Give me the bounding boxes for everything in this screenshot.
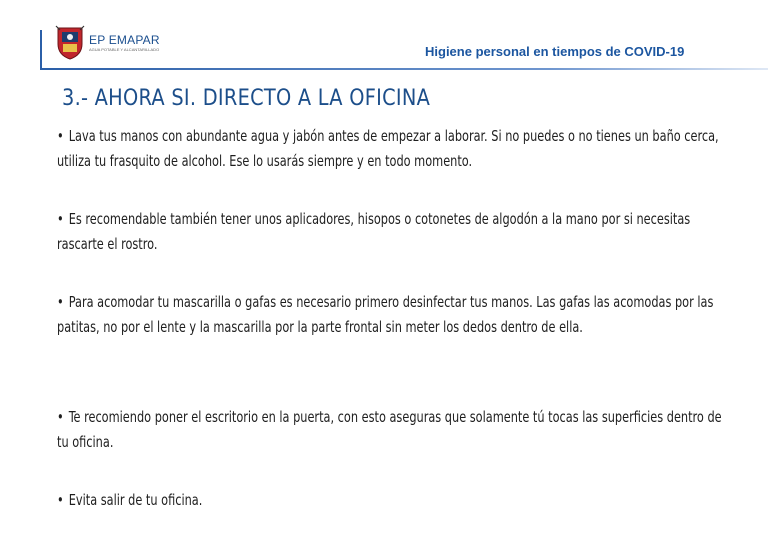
- header-horizontal-rule: [40, 68, 768, 70]
- bullet-paragraph: [57, 488, 729, 513]
- emapar-logo: [55, 24, 160, 60]
- paragraph-text: Lava tus manos con abundante agua y jabón antes de empezar a laborar. Si no puedes o no tienes un baño cerca, utiliza tu frasquito de alcohol. Ese lo usarás siempre y en todo momento.: [57, 127, 719, 170]
- bullet-icon: •: [57, 491, 64, 509]
- header-title: Higiene personal en tiempos de COVID-19: [425, 44, 685, 59]
- bullet-paragraph: [57, 207, 729, 257]
- bullet-icon: •: [57, 127, 64, 145]
- brand-tagline: AGUA POTABLE Y ALCANTARILLADO: [89, 47, 160, 52]
- paragraph-text: Para acomodar tu mascarilla o gafas es necesario primero desinfectar tus manos. Las gafas las acomodas por las patitas, no por el lente y la mascarilla por la parte frontal sin meter los dedos dentro de ella.: [57, 293, 714, 336]
- paragraph-text: Evita salir de tu oficina.: [68, 491, 203, 509]
- bullet-paragraph: [57, 124, 729, 174]
- bullet-icon: •: [57, 210, 64, 228]
- crest-icon: [55, 24, 85, 60]
- paragraph-text: Te recomiendo poner el escritorio en la puerta, con esto aseguras que solamente tú tocas las superficies dentro de tu oficina.: [57, 408, 722, 451]
- bullet-icon: •: [57, 408, 64, 426]
- slide-title: 3.- AHORA SI. DIRECTO A LA OFICINA: [62, 86, 431, 111]
- bullet-paragraph: [57, 405, 729, 455]
- paragraph-text: Es recomendable también tener unos aplicadores, hisopos o cotonetes de algodón a la mano por si necesitas rascarte el rostro.: [57, 210, 691, 253]
- header-vertical-rule: [40, 30, 42, 70]
- slide-header: [0, 0, 768, 72]
- bullet-icon: •: [57, 293, 64, 311]
- bullet-paragraph: [57, 290, 729, 340]
- brand-name: EP EMAPAR: [89, 33, 160, 47]
